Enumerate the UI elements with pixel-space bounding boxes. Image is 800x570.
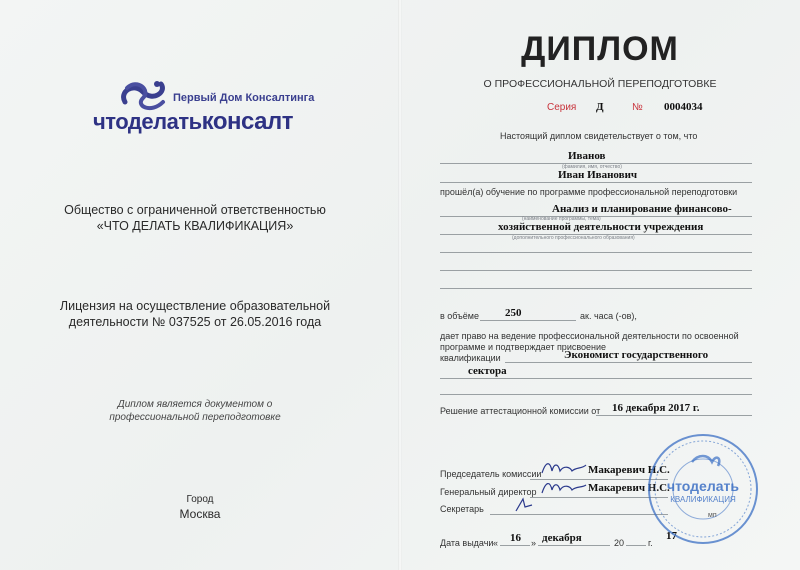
blank-line-2	[440, 270, 752, 271]
issue-year-prefix: 20	[614, 538, 625, 548]
issue-year-line	[626, 545, 646, 546]
issue-year: 17	[666, 530, 677, 542]
decision-line	[596, 415, 752, 416]
license-line-1: Лицензия на осуществление образовательной	[59, 299, 331, 313]
organization-line-1: Общество с ограниченной ответственностью	[64, 203, 326, 217]
center-fold	[398, 0, 402, 570]
qualification-label: квалификации	[440, 353, 501, 363]
qualification-line-1	[505, 362, 752, 363]
city-label: Город	[186, 494, 214, 505]
qualification-line-2	[440, 378, 752, 379]
decision-date: 16 декабря 2017 г.	[612, 402, 700, 414]
fio-hint: (фамилия, имя, отчество)	[562, 164, 622, 170]
issue-quote-close: »	[531, 538, 537, 548]
organization-name	[40, 202, 350, 234]
volume-value: 250	[505, 307, 522, 319]
volume-label: в объёме	[440, 311, 479, 321]
logo-wordmark	[93, 108, 293, 136]
diploma-note	[40, 398, 350, 424]
logo-wordmark-part1: чтоделать	[93, 109, 202, 134]
official-stamp	[646, 432, 760, 546]
decision-label: Решение аттестационной комиссии от	[440, 406, 601, 416]
issue-month-line	[538, 545, 610, 546]
logo-tagline: Первый Дом Консалтинга	[173, 92, 315, 104]
number-value: 0004034	[664, 101, 703, 113]
director-label: Генеральный директор	[440, 487, 537, 497]
diploma-note-line-1: Диплом является документом о	[117, 399, 273, 410]
city-block	[40, 494, 360, 521]
series-value: Д	[596, 101, 604, 113]
secretary-signature-icon	[512, 497, 534, 513]
name-value: Иван Иванович	[558, 169, 638, 181]
issue-day-line	[500, 545, 530, 546]
secretary-line	[490, 514, 668, 515]
diploma-subtitle: О ПРОФЕССИОНАЛЬНОЙ ПЕРЕПОДГОТОВКЕ	[483, 78, 717, 90]
name-line	[440, 182, 752, 183]
license-text	[40, 298, 350, 330]
license-line-2: деятельности № 037525 от 26.05.2016 года	[68, 315, 322, 329]
qualification-value-line-2: сектора	[468, 365, 507, 377]
hours-label: ак. часа (-ов),	[580, 311, 637, 321]
city-value: Москва	[179, 507, 221, 521]
logo	[93, 78, 323, 138]
issue-month: декабря	[542, 532, 582, 544]
right-text-line-1: дает право на ведение профессиональной деятельности по освоенной	[440, 331, 739, 341]
series-label: Серия	[547, 102, 577, 113]
stamp-sub: КВАЛИФИКАЦИЯ	[670, 495, 736, 504]
stamp-mp: мп	[708, 512, 717, 519]
right-text-line-2: программе и подтверждает присвоение	[440, 342, 607, 352]
program-value-line-2: хозяйственной деятельности учреждения	[498, 221, 704, 233]
diploma-title: ДИПЛОМ	[521, 30, 679, 68]
program-value-line-1: Анализ и планирование финансово-	[552, 203, 732, 215]
stamp-brand: чтоделать	[667, 478, 739, 494]
logo-wordmark-part2: консалт	[201, 108, 293, 135]
intro-text: Настоящий диплом свидетельствует о том, что	[500, 131, 698, 141]
secretary-label: Секретарь	[440, 504, 484, 514]
chair-label: Председатель комиссии	[440, 469, 542, 479]
chair-signature-icon	[540, 459, 588, 477]
diploma-note-line-2: профессиональной переподготовке	[109, 412, 281, 423]
blank-line-4	[440, 394, 752, 395]
director-name: Макаревич Н.С.	[588, 482, 670, 494]
issue-label: Дата выдачи	[440, 538, 494, 548]
program-hint: (наименование программы, тема)	[522, 216, 601, 222]
issue-day: 16	[510, 532, 521, 544]
issue-year-suffix: г.	[648, 538, 653, 548]
director-signature-icon	[540, 478, 588, 496]
organization-line-2: «ЧТО ДЕЛАТЬ КВАЛИФИКАЦИЯ»	[96, 219, 294, 233]
passed-text: прошёл(а) обучение по программе профессиональной переподготовки	[440, 187, 738, 197]
volume-line	[480, 320, 576, 321]
program-hint-2: (дополнительного профессионального образования)	[512, 235, 635, 241]
qualification-value-line-1: Экономист государственного	[564, 349, 709, 361]
blank-line-3	[440, 288, 752, 289]
blank-line-1	[440, 252, 752, 253]
number-label: №	[632, 102, 643, 113]
issue-quote-open: «	[493, 538, 499, 548]
chair-name: Макаревич Н.С.	[588, 464, 670, 476]
surname-value: Иванов	[568, 150, 606, 162]
